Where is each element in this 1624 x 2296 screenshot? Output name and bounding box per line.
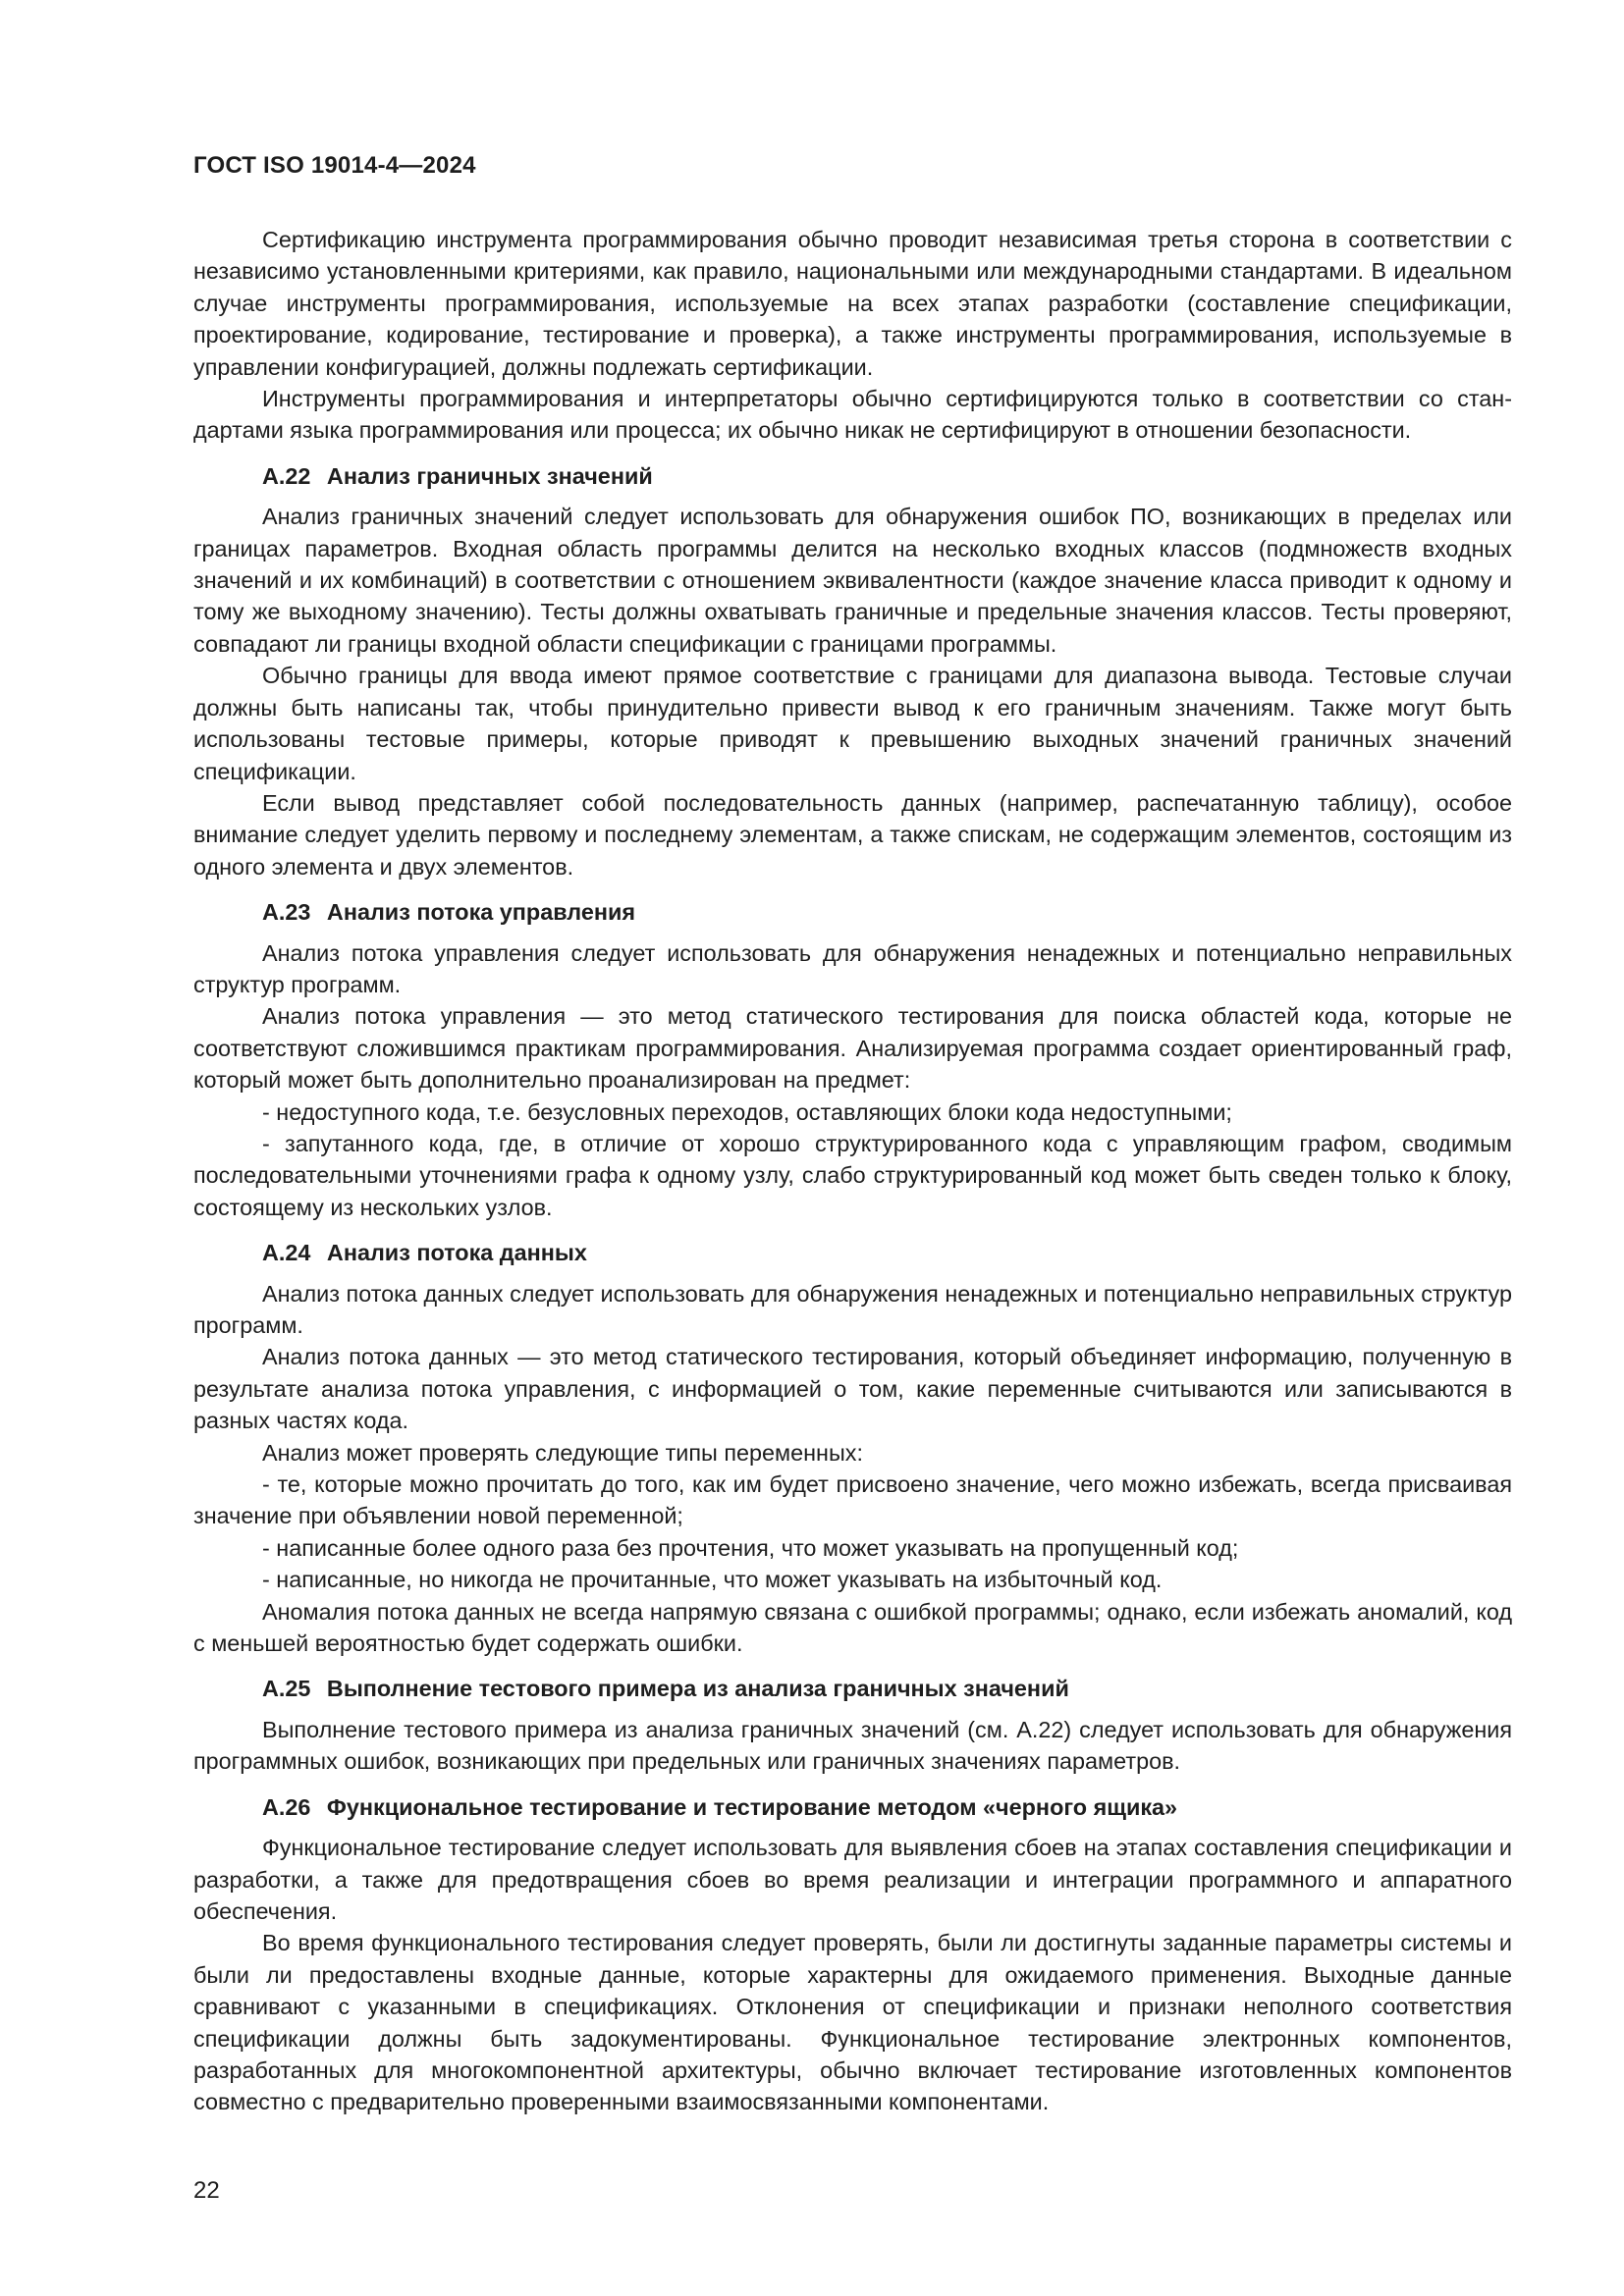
section-heading-a22 xyxy=(193,460,1512,492)
paragraph: Аномалия потока данных не всегда напрямую связана с ошибкой программы; однако, если избежать аномалий, код с меньшей вероятностью будет содержать ошибки. xyxy=(193,1598,1512,1657)
paragraph: Если вывод представляет собой последовательность данных (например, распечатанную таблицу), особое внимание следует уделить первому и последнему элементам, а также спискам, не содержащим элементов, состоящим из одного элемента и двух элементов. xyxy=(193,789,1512,880)
paragraph: Выполнение тестового примера из анализа граничных значений (см. А.22) следует использовать для обнаружения программных ошибок, возникающих при предельных или граничных значениях параметров. xyxy=(193,1716,1512,1775)
paragraph: Обычно границы для ввода имеют прямое соответствие с границами для диапазона вывода. Тестовые случаи должны быть написаны так, чтобы принудительно привести вывод к его граничным значениям. Также могут быть использованы тестовые примеры, которые приводят к превышению выходных значений граничных значений спецификации. xyxy=(193,663,1512,784)
section-number: А.23 xyxy=(262,899,311,926)
section-heading-a26 xyxy=(193,1791,1512,1823)
section-title: Функциональное тестирование и тестирование методом «черного ящика» xyxy=(326,1793,1178,1820)
list-item: - написанные, но никогда не прочитанные, что может указывать на избыточный код. xyxy=(262,1567,1163,1593)
paragraph: Функциональное тестирование следует использовать для выявления сбоев на этапах составления спецификации и разработки, а также для предотвращения сбоев во время реализации и интеграции программного и аппаратного обеспечения. xyxy=(193,1835,1512,1924)
paragraph: Сертификацию инструмента программирования обычно проводит независимая третья сторона в соответствии с независимо установленными критериями, как правило, национальными или международными стандартами. В идеальном случае инструменты программирования, используемые на всех этапах разработки (составление спецификации, проектирование, кодирование, тестирование и проверка), а также инструменты программирования, используемые в управлении конфигурацией, должны подлежать сертификации. xyxy=(193,227,1512,380)
section-number: А.26 xyxy=(262,1793,311,1820)
list-item: - запутанного кода, где, в отличие от хорошо структурированного кода с управляющим графом, сводимым последовательными уточнениями графа к одному узлу, слабо структурированный код может быть сведен только к блоку, состоящему из нескольких узлов. xyxy=(193,1130,1512,1220)
paragraph: Анализ потока данных следует использовать для обнаружения ненадежных и потенциально неправильных структур программ. xyxy=(193,1280,1512,1338)
paragraph: Анализ граничных значений следует использовать для обнаружения ошибок ПО, возникающих в пределах или границах параметров. Входная область программы делится на несколько входных классов (подмножеств входных значений и их комбинаций) в соответствии с отношением эквивалентности (каждое значение класса приводит к одному и тому же выходному значению). Тесты должны охватывать граничные и предельные значения классов. Тесты проверяют, совпадают ли границы входной области спецификации с границами программы. xyxy=(193,504,1512,657)
section-heading-a24 xyxy=(193,1237,1512,1268)
list-item: - написанные более одного раза без прочтения, что может указывать на пропущенный код; xyxy=(262,1534,1239,1561)
section-title: Анализ потока управления xyxy=(326,899,636,926)
list-item: - те, которые можно прочитать до того, как им будет присвоено значение, чего можно избежать, всегда присваивая значение при объявлении новой переменной; xyxy=(193,1471,1512,1529)
section-title: Анализ потока данных xyxy=(326,1240,587,1266)
section-title: Анализ граничных значений xyxy=(326,462,653,489)
section-number: А.22 xyxy=(262,462,311,489)
paragraph: Анализ потока данных — это метод статического тестирования, который объединяет информацию, полученную в результате анализа потока управления, с информацией о том, какие переменные считываются или записываются в разных частях кода. xyxy=(193,1344,1512,1434)
paragraph: Во время функционального тестирования следует проверять, были ли достигнуты заданные параметры системы и были ли предоставлены входные данные, которые характерны для ожидаемого применения. Выходные данные сравнивают с указанными в спецификациях. Отклонения от спецификации и признаки неполного соответствия спецификации должны быть задокументированы. Функциональное тестирование электронных компонентов, разработанных для многокомпонентной архитектуры, обычно включает тестирование изготовленных компонентов совместно с предварительно проверенными взаимосвязанными компонентами. xyxy=(193,1930,1512,2115)
section-heading-a25 xyxy=(193,1673,1512,1704)
page-number: 22 xyxy=(193,2177,220,2204)
list-item: - недоступного кода, т.е. безусловных переходов, оставляющих блоки кода недоступными; xyxy=(262,1098,1232,1125)
section-title: Выполнение тестового примера из анализа граничных значений xyxy=(326,1676,1069,1702)
paragraph: Анализ потока управления следует использовать для обнаружения ненадежных и потенциально неправильных структур программ. xyxy=(193,939,1512,997)
paragraph: Анализ может проверять следующие типы переменных: xyxy=(262,1439,863,1466)
section-number: А.24 xyxy=(262,1240,311,1266)
document-code-header: ГОСТ ISO 19014-4—2024 xyxy=(193,152,476,179)
section-heading-a23 xyxy=(193,896,1512,928)
section-number: А.25 xyxy=(262,1676,311,1702)
document-body xyxy=(193,224,1512,2118)
paragraph: Анализ потока управления — это метод статического тестирования для поиска областей кода, которые не соответствуют сложившимся практикам программирования. Анализируемая программа создает ориентированный граф, который может быть дополнительно проанализирован на предмет: xyxy=(193,1003,1512,1094)
paragraph: Инструменты программирования и интерпретаторы обычно сертифицируются только в соответствии со стандартами языка программирования или процесса; их обычно никак не сертифицируют в отношении безопасности. xyxy=(193,386,1512,444)
